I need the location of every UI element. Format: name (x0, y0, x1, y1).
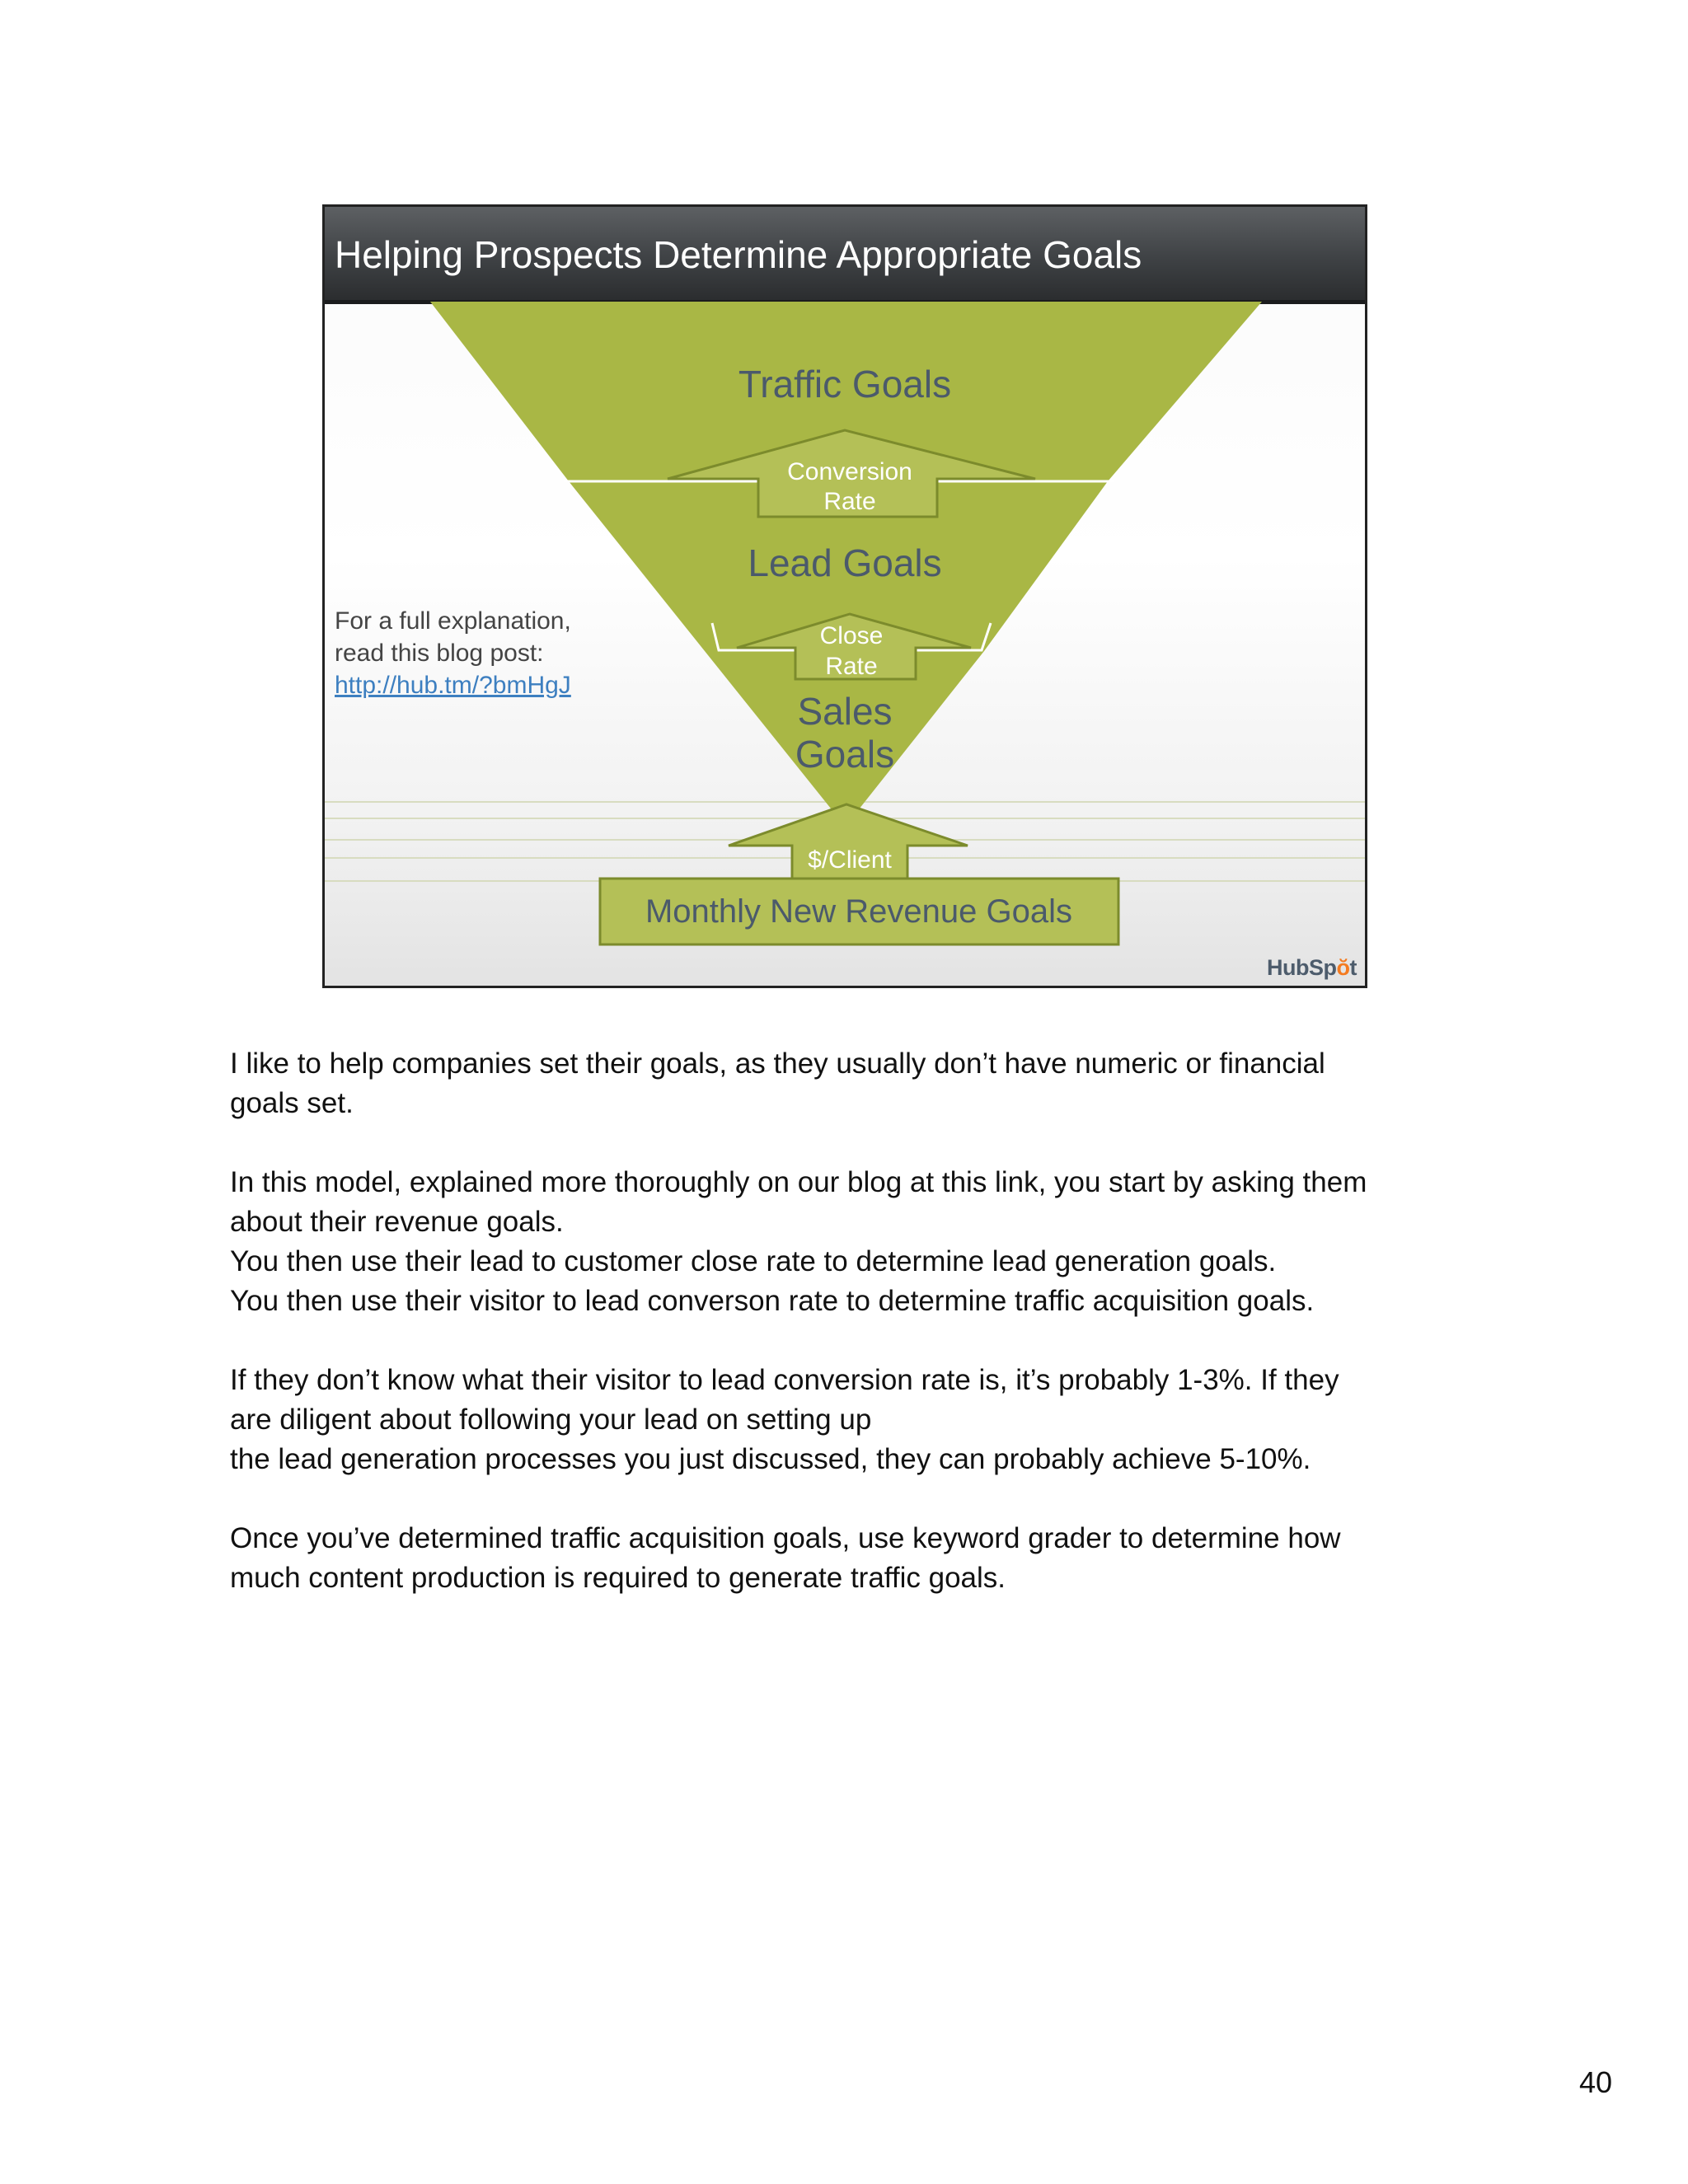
notes-line: If they don’t know what their visitor to lead conversion rate is, it’s probably 1-3%. If they (230, 1364, 1339, 1396)
traffic-goals-label: Traffic Goals (738, 363, 952, 405)
blog-post-link[interactable]: http://hub.tm/?bmHgJ (335, 672, 571, 699)
sales-goals-label-line2: Goals (795, 733, 895, 776)
hubspot-logo-text-pre: HubSp (1267, 955, 1337, 980)
conversion-rate-label-line1: Conversion (787, 458, 912, 485)
explanation-line-2: read this blog post: (335, 640, 544, 667)
close-rate-label-line1: Close (819, 622, 884, 649)
notes-paragraph-4 (230, 1519, 1466, 1598)
notes-line: goals set. (230, 1087, 354, 1119)
notes-line: much content production is required to generate traffic goals. (230, 1562, 1006, 1594)
notes-line: about their revenue goals. (230, 1206, 564, 1238)
notes-line: Once you’ve determined traffic acquisition goals, use keyword grader to determine how (230, 1522, 1341, 1554)
notes-paragraph-1 (230, 1044, 1466, 1123)
page-number: 40 (1579, 2065, 1613, 2099)
monthly-revenue-label: Monthly New Revenue Goals (645, 893, 1073, 930)
funnel-diagram (325, 207, 1365, 986)
notes-line: In this model, explained more thoroughly on our blog at this link, you start by asking them (230, 1166, 1367, 1198)
notes-line: You then use their lead to customer close rate to determine lead generation goals. (230, 1245, 1277, 1277)
hubspot-logo (1267, 955, 1357, 981)
notes-paragraph-3 (230, 1361, 1466, 1479)
blog-explanation (335, 605, 615, 701)
conversion-rate-label-line2: Rate (823, 488, 876, 515)
notes-paragraph-2 (230, 1163, 1466, 1321)
sales-goals-label-line1: Sales (797, 690, 893, 733)
notes-line: You then use their visitor to lead converson rate to determine traffic acquisition goals. (230, 1285, 1315, 1317)
explanation-line-1: For a full explanation, (335, 607, 571, 635)
notes-line: I like to help companies set their goals, as they usually don’t have numeric or financial (230, 1047, 1325, 1080)
hubspot-sprocket-icon: ŏ (1336, 955, 1350, 980)
close-rate-label-line2: Rate (825, 653, 878, 680)
notes-line: are diligent about following your lead on setting up (230, 1404, 872, 1436)
per-client-label: $/Client (808, 846, 892, 874)
slide (322, 204, 1367, 988)
lead-goals-label: Lead Goals (748, 541, 942, 584)
speaker-notes (230, 1044, 1466, 1638)
slide-title: Helping Prospects Determine Appropriate Goals (335, 233, 1142, 276)
notes-line: the lead generation processes you just discussed, they can probably achieve 5-10%. (230, 1443, 1311, 1475)
hubspot-logo-text-post: t (1349, 955, 1357, 980)
